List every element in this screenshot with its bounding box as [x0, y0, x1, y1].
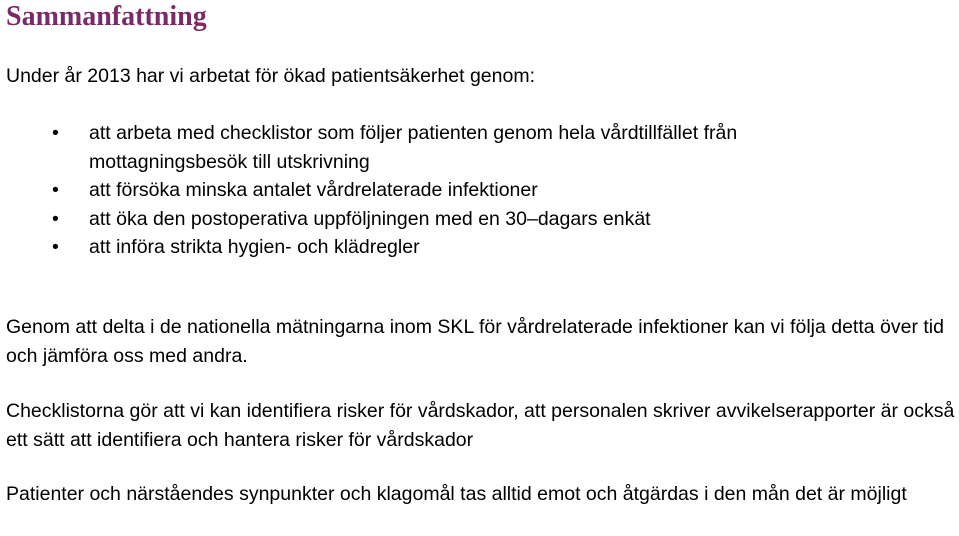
bullet-dot-icon: • — [52, 179, 59, 201]
bullet-text: att försöka minska antalet vårdrelaterade infektioner — [89, 179, 538, 201]
bullet-text: att införa strikta hygien- och klädregler — [89, 236, 420, 258]
intro-text: Under år 2013 har vi arbetat för ökad patientsäkerhet genom: — [6, 65, 535, 87]
page-title: Sammanfattning — [6, 1, 207, 32]
bullet-item — [0, 233, 829, 262]
bullet-text: att arbeta med checklistor som följer patienten genom hela vårdtillfället från mottagningsbesök till utskrivning — [89, 122, 738, 173]
bullet-item — [0, 119, 829, 176]
bullet-text: att öka den postoperativa uppföljningen med en 30–dagars enkät — [89, 207, 651, 230]
paragraph-measurements: Genom att delta i de nationella mätningarna inom SKL för vårdrelaterade infektioner kan vi följa detta över tid och jämföra oss med andra. — [6, 316, 944, 367]
bullet-dot-icon: • — [52, 207, 59, 230]
bullet-list — [0, 119, 829, 262]
bullet-item — [0, 176, 829, 205]
bullet-dot-icon: • — [52, 122, 59, 144]
bullet-dot-icon: • — [52, 236, 59, 258]
paragraph-checklists: Checklistorna gör att vi kan identifiera risker för vårdskador, att personalen skriver avvikelserapporter är också ett sätt att identifiera och hantera risker för vårdskador — [6, 400, 955, 451]
paragraph-feedback: Patienter och närståendes synpunkter och klagomål tas alltid emot och åtgärdas i den mån det är möjligt — [6, 483, 907, 505]
bullet-item — [0, 205, 829, 234]
